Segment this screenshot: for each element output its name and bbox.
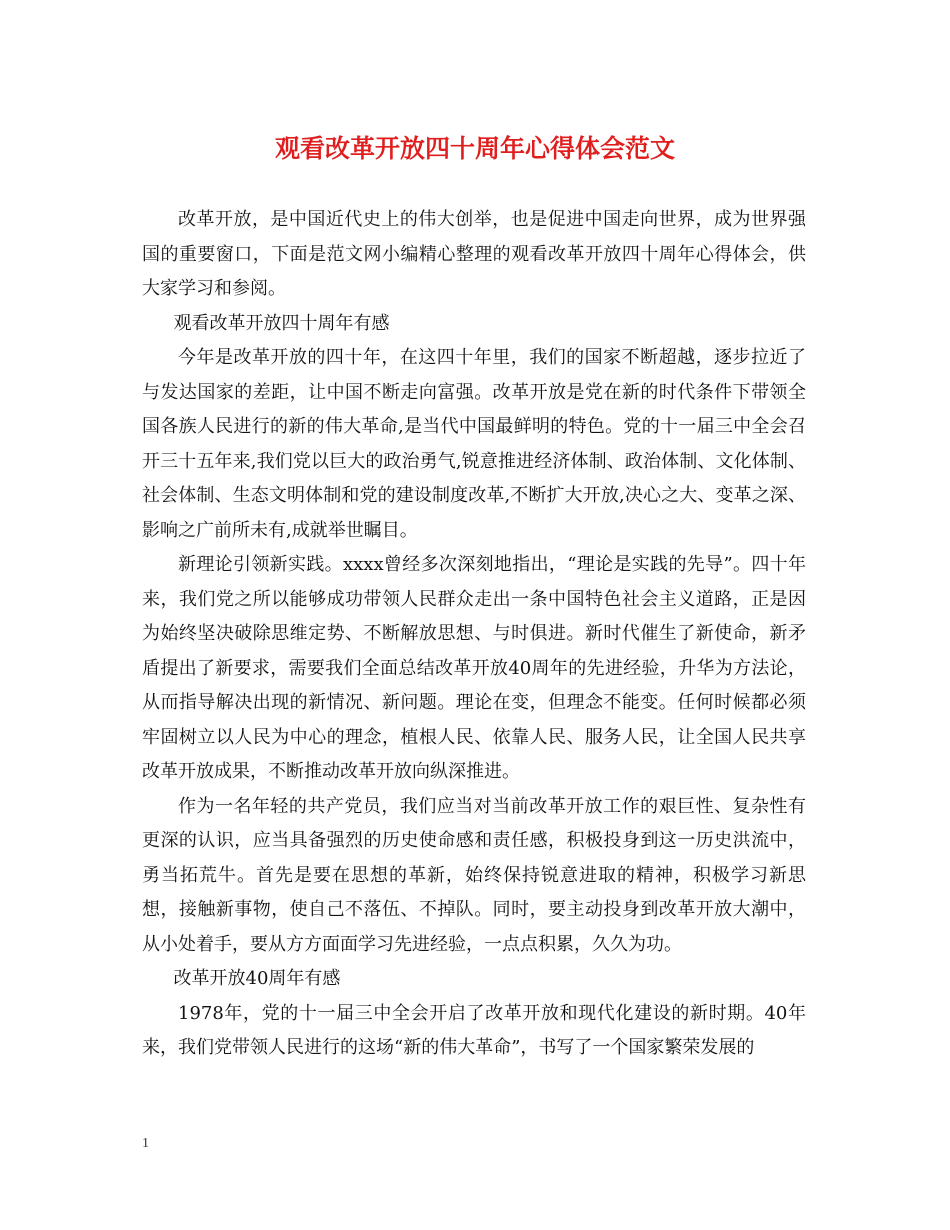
body-paragraph-4: 1978年，党的十一届三中全会开启了改革开放和现代化建设的新时期。40年来，我们党带领人民进行的这场“新的伟大革命”，书写了一个国家繁荣发展的	[142, 1002, 806, 1058]
section-heading-1: 观看改革开放四十周年有感	[173, 312, 390, 334]
page-number: 1	[142, 1136, 149, 1151]
document-body	[142, 203, 806, 1066]
section-heading-2: 改革开放40周年有感	[173, 968, 341, 989]
body-paragraph-2: 新理论引领新实践。xxxx曾经多次深刻地指出，“理论是实践的先导”。四十年来，我们党之所以能够成功带领人民群众走出一条中国特色社会主义道路，正是因为始终坚决破除思维定势、不断解放思想、与时俱进。新时代催生了新使命，新矛盾提出了新要求，需要我们全面总结改革开放40周年的先进经验，升华为方法论，从而指导解决出现的新情况、新问题。理论在变，但理念不能变。任何时候都必须牢固树立以人民为中心的理念，植根人民、依靠人民、服务人民，让全国人民共享改革开放成果，不断推动改革开放向纵深推进。	[142, 554, 806, 782]
intro-paragraph: 改革开放，是中国近代史上的伟大创举，也是促进中国走向世界，成为世界强国的重要窗口，下面是范文网小编精心整理的观看改革开放四十周年心得体会，供大家学习和参阅。	[142, 209, 806, 299]
body-paragraph-3: 作为一名年轻的共产党员，我们应当对当前改革开放工作的艰巨性、复杂性有更深的认识，应当具备强烈的历史使命感和责任感，积极投身到这一历史洪流中，勇当拓荒牛。首先是要在思想的革新，始终保持锐意进取的精神，积极学习新思想，接触新事物，使自己不落伍、不掉队。同时，要主动投身到改革开放大潮中，从小处着手，要从方方面面学习先进经验，一点点积累，久久为功。	[142, 795, 806, 955]
document-title: 观看改革开放四十周年心得体会范文	[274, 134, 675, 163]
body-paragraph-1: 今年是改革开放的四十年，在这四十年里，我们的国家不断超越，逐步拉近了与发达国家的差距，让中国不断走向富强。改革开放是党在新的时代条件下带领全国各族人民进行的新的伟大革命,是当代中国最鲜明的特色。党的十一届三中全会召开三十五年来,我们党以巨大的政治勇气,锐意推进经济体制、政治体制、文化体制、社会体制、生态文明体制和党的建设制度改革,不断扩大开放,决心之大、变革之深、影响之广前所未有,成就举世瞩目。	[142, 347, 806, 541]
